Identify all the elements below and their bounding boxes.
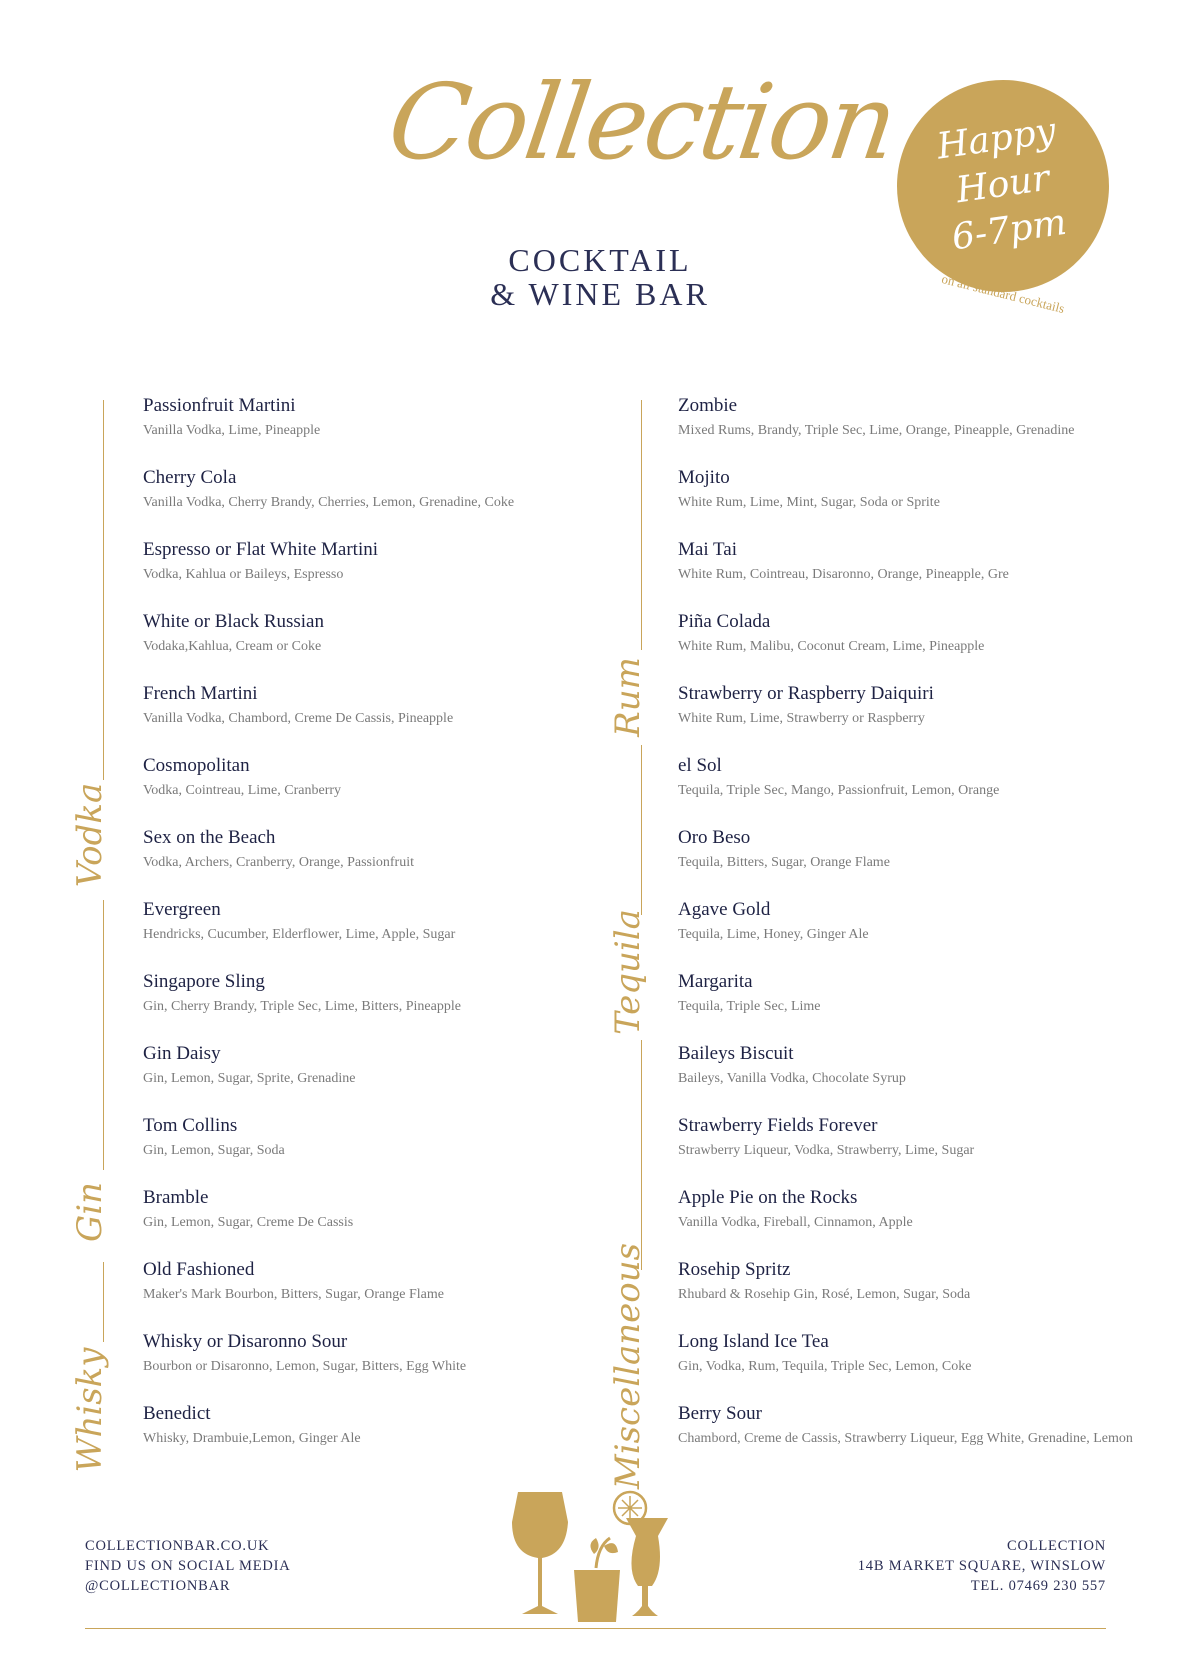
item-name: Evergreen xyxy=(143,899,221,920)
item-name: Whisky or Disaronno Sour xyxy=(143,1331,348,1352)
item-name: Zombie xyxy=(678,395,738,416)
menu-item xyxy=(678,466,1133,538)
item-name: Passionfruit Martini xyxy=(143,395,296,416)
item-name: Margarita xyxy=(678,971,753,992)
website-link[interactable]: COLLECTIONBAR.CO.UK xyxy=(85,1538,270,1554)
menu-item xyxy=(678,1042,1133,1114)
menu-item xyxy=(143,538,514,610)
happy-hour-line-2: Hour xyxy=(953,157,1052,212)
venue-name: COLLECTION xyxy=(1006,1538,1106,1554)
item-ingredients: Vanilla Vodka, Cherry Brandy, Cherries, Lemon, Grenadine, Coke xyxy=(143,495,515,510)
item-name: French Martini xyxy=(143,683,258,704)
menu-item xyxy=(143,826,514,898)
social-media-text: FIND US ON SOCIAL MEDIA xyxy=(85,1558,291,1574)
menu-item xyxy=(143,898,514,970)
happy-hour-note: on all standard cocktails xyxy=(940,270,1067,317)
item-ingredients: Strawberry Liqueur, Vodka, Strawberry, Lime, Sugar xyxy=(678,1143,975,1158)
phone-number[interactable]: TEL. 07469 230 557 xyxy=(970,1578,1106,1594)
menu-item xyxy=(678,1258,1133,1330)
menu-item xyxy=(678,1402,1133,1474)
item-name: Strawberry or Raspberry Daiquiri xyxy=(678,683,934,704)
item-name: Tom Collins xyxy=(143,1115,238,1136)
item-name: White or Black Russian xyxy=(143,611,324,632)
item-ingredients: Baileys, Vanilla Vodka, Chocolate Syrup xyxy=(678,1071,906,1086)
menu-item xyxy=(678,826,1133,898)
item-name: Bramble xyxy=(143,1187,209,1208)
menu-item xyxy=(143,1330,514,1402)
subtitle-line-2: & WINE BAR xyxy=(490,276,710,312)
social-handle: @COLLECTIONBAR xyxy=(85,1578,231,1594)
menu-item xyxy=(678,682,1133,754)
menu-item xyxy=(678,970,1133,1042)
item-ingredients: Vanilla Vodka, Fireball, Cinnamon, Apple xyxy=(678,1215,913,1230)
item-ingredients: Tequila, Triple Sec, Mango, Passionfruit, Lemon, Orange xyxy=(678,783,1000,798)
logo: Collection xyxy=(381,61,902,183)
item-name: Mai Tai xyxy=(678,539,738,560)
item-ingredients: Gin, Lemon, Sugar, Creme De Cassis xyxy=(143,1215,354,1230)
item-name: Baileys Biscuit xyxy=(678,1043,794,1064)
item-name: Apple Pie on the Rocks xyxy=(678,1187,858,1208)
menu-item xyxy=(143,610,514,682)
category-whisky: Whisky xyxy=(70,1347,110,1473)
item-name: Benedict xyxy=(143,1403,211,1424)
category-gin: Gin xyxy=(70,1182,110,1242)
rum-rule-bottom xyxy=(641,745,642,915)
item-name: Mojito xyxy=(678,467,730,488)
item-ingredients: Hendricks, Cucumber, Elderflower, Lime, Apple, Sugar xyxy=(143,927,456,942)
item-ingredients: Vodka, Kahlua or Baileys, Espresso xyxy=(143,567,344,582)
category-miscellaneous: Miscellaneous xyxy=(608,1242,648,1490)
vodka-rule-bottom xyxy=(103,900,104,1170)
footer-address xyxy=(858,1536,1106,1596)
menu-item xyxy=(678,1114,1133,1186)
item-name: Strawberry Fields Forever xyxy=(678,1115,878,1136)
item-ingredients: Rhubard & Rosehip Gin, Rosé, Lemon, Sugar, Soda xyxy=(678,1287,971,1302)
item-ingredients: Tequila, Lime, Honey, Ginger Ale xyxy=(678,927,869,942)
item-name: Rosehip Spritz xyxy=(678,1259,791,1280)
item-name: Sex on the Beach xyxy=(143,827,276,848)
item-ingredients: Bourbon or Disaronno, Lemon, Sugar, Bitters, Egg White xyxy=(143,1359,467,1374)
menu-item xyxy=(143,1402,514,1474)
category-vodka: Vodka xyxy=(70,782,110,888)
happy-hour-line-3: 6-7pm xyxy=(949,201,1070,259)
menu-item xyxy=(143,682,514,754)
footer-divider xyxy=(85,1628,1106,1629)
subtitle-line-1: COCKTAIL xyxy=(508,242,692,278)
menu-item xyxy=(678,754,1133,826)
item-ingredients: Tequila, Triple Sec, Lime xyxy=(678,999,821,1014)
item-name: el Sol xyxy=(678,755,722,776)
item-name: Espresso or Flat White Martini xyxy=(143,539,379,560)
gin-rule-bottom xyxy=(103,1262,104,1342)
happy-hour-badge xyxy=(883,66,1122,305)
category-tequila: Tequila xyxy=(608,909,648,1035)
item-ingredients: Gin, Lemon, Sugar, Sprite, Grenadine xyxy=(143,1071,356,1086)
item-name: Cherry Cola xyxy=(143,467,237,488)
item-ingredients: Chambord, Creme de Cassis, Strawberry Liqueur, Egg White, Grenadine, Lemon xyxy=(678,1431,1133,1446)
item-ingredients: White Rum, Cointreau, Disaronno, Orange, Pineapple, Gre xyxy=(678,567,1009,582)
happy-hour-line-1: Happy xyxy=(934,110,1059,168)
category-rum: Rum xyxy=(608,657,648,737)
bar-subtitle xyxy=(420,243,780,311)
menu-item xyxy=(678,898,1133,970)
item-ingredients: Vodka, Cointreau, Lime, Cranberry xyxy=(143,783,342,798)
item-ingredients: Vodaka,Kahlua, Cream or Coke xyxy=(143,639,322,654)
item-name: Cosmopolitan xyxy=(143,755,250,776)
menu-item xyxy=(143,466,514,538)
item-ingredients: Gin, Vodka, Rum, Tequila, Triple Sec, Lemon, Coke xyxy=(678,1359,972,1374)
item-name: Old Fashioned xyxy=(143,1259,255,1280)
right-column xyxy=(678,394,1133,1474)
item-name: Oro Beso xyxy=(678,827,751,848)
menu-item xyxy=(143,1186,514,1258)
menu-item xyxy=(143,1258,514,1330)
item-ingredients: Mixed Rums, Brandy, Triple Sec, Lime, Orange, Pineapple, Grenadine xyxy=(678,423,1075,438)
item-ingredients: Vanilla Vodka, Chambord, Creme De Cassis, Pineapple xyxy=(143,711,454,726)
rum-rule-top xyxy=(641,400,642,650)
item-name: Gin Daisy xyxy=(143,1043,221,1064)
cocktail-glasses-icon xyxy=(508,1482,688,1630)
item-ingredients: Whisky, Drambuie,Lemon, Ginger Ale xyxy=(143,1431,361,1446)
venue-address: 14B MARKET SQUARE, WINSLOW xyxy=(857,1558,1106,1574)
item-name: Agave Gold xyxy=(678,899,771,920)
vodka-rule-top xyxy=(103,400,104,780)
menu-item xyxy=(678,1186,1133,1258)
menu-item xyxy=(143,970,514,1042)
menu-item xyxy=(678,538,1133,610)
menu-item xyxy=(143,754,514,826)
footer-contact xyxy=(85,1536,291,1596)
item-name: Long Island Ice Tea xyxy=(678,1331,829,1352)
item-name: Berry Sour xyxy=(678,1403,762,1424)
item-ingredients: White Rum, Lime, Mint, Sugar, Soda or Sprite xyxy=(678,495,940,510)
tequila-rule-bottom xyxy=(641,1040,642,1270)
menu-item xyxy=(143,1114,514,1186)
menu-item xyxy=(143,1042,514,1114)
item-name: Singapore Sling xyxy=(143,971,265,992)
item-ingredients: Tequila, Bitters, Sugar, Orange Flame xyxy=(678,855,890,870)
item-ingredients: Gin, Cherry Brandy, Triple Sec, Lime, Bitters, Pineapple xyxy=(143,999,461,1014)
item-ingredients: Maker's Mark Bourbon, Bitters, Sugar, Orange Flame xyxy=(143,1287,444,1302)
left-column xyxy=(143,394,514,1474)
item-ingredients: White Rum, Lime, Strawberry or Raspberry xyxy=(678,711,925,726)
menu-item xyxy=(143,394,514,466)
item-ingredients: Vodka, Archers, Cranberry, Orange, Passionfruit xyxy=(143,855,414,870)
item-ingredients: White Rum, Malibu, Coconut Cream, Lime, Pineapple xyxy=(678,639,985,654)
menu-item xyxy=(678,1330,1133,1402)
menu-item xyxy=(678,394,1133,466)
menu-item xyxy=(678,610,1133,682)
item-ingredients: Gin, Lemon, Sugar, Soda xyxy=(143,1143,285,1158)
item-ingredients: Vanilla Vodka, Lime, Pineapple xyxy=(143,423,321,438)
item-name: Piña Colada xyxy=(678,611,771,632)
